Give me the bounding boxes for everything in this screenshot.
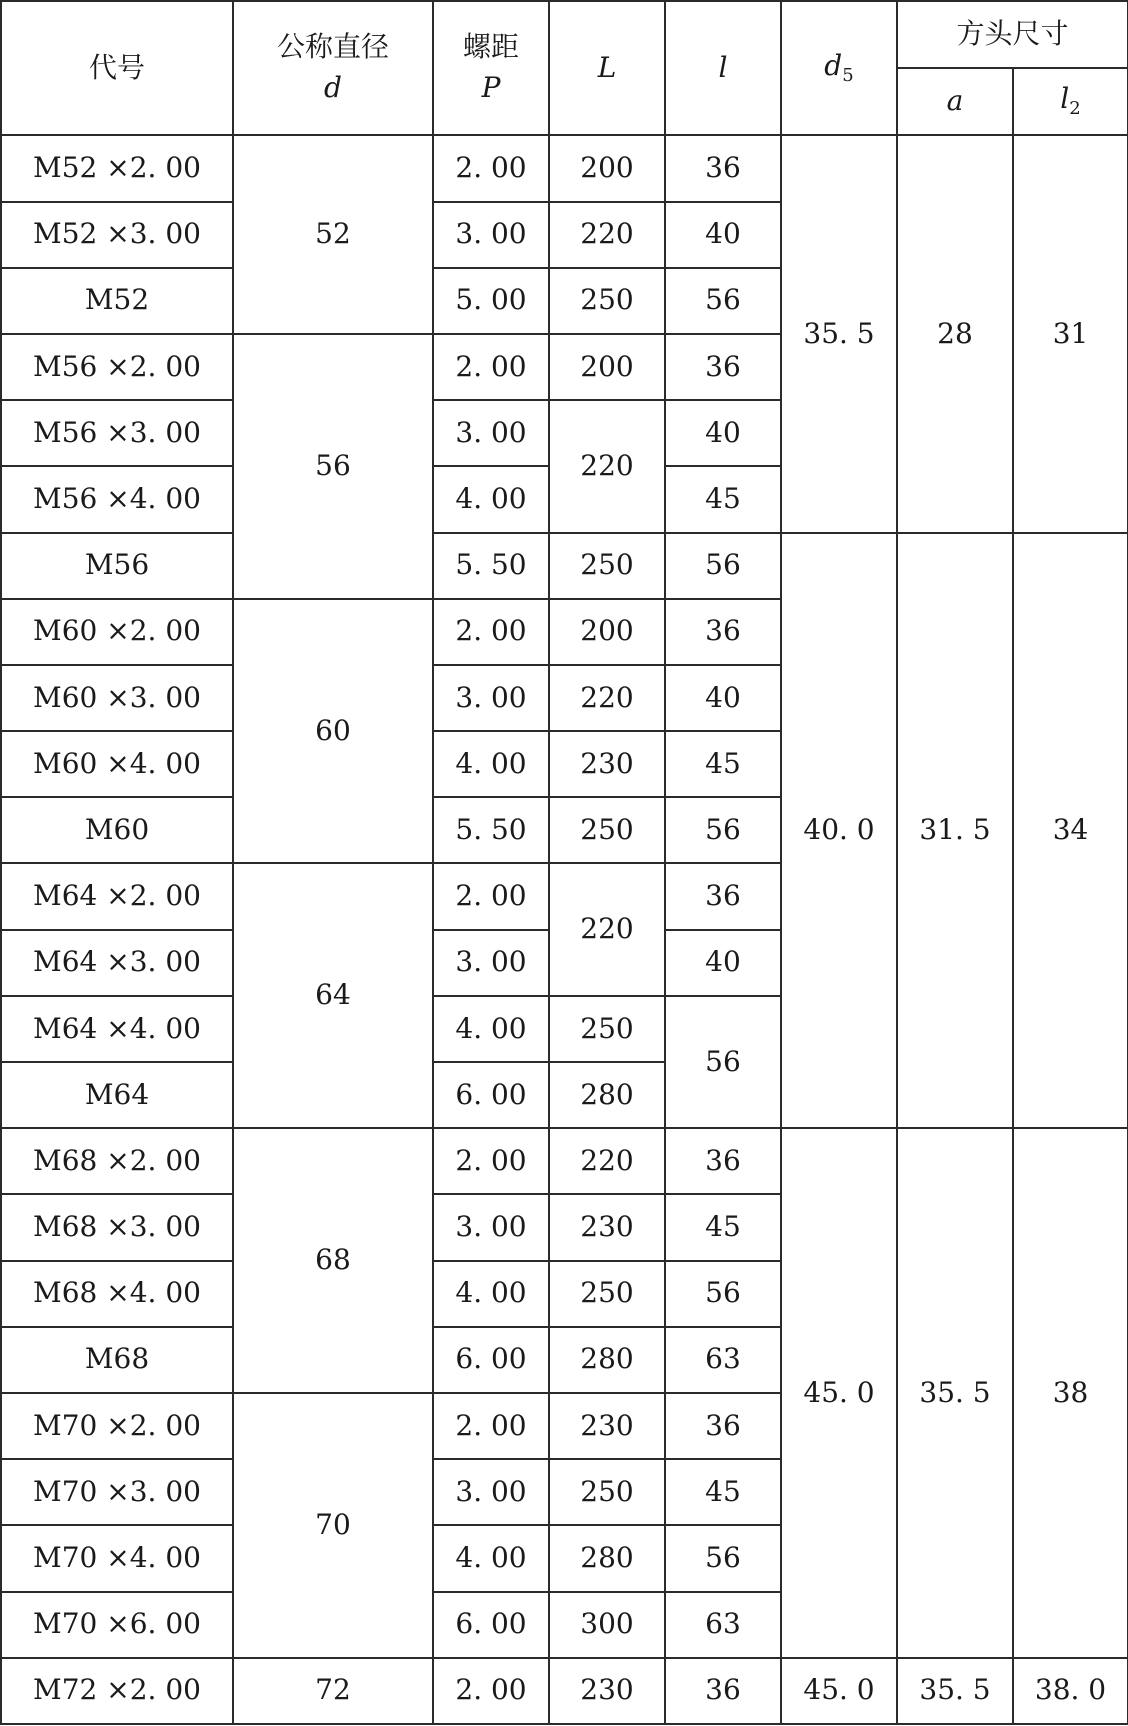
length-l-cell: 56 (665, 268, 781, 334)
code-cell: M64 ×2. 00 (1, 863, 233, 929)
length-L-cell: 250 (549, 268, 665, 334)
d5-cell: 35. 5 (781, 135, 897, 532)
code-cell: M56 (1, 533, 233, 599)
code-cell: M56 ×4. 00 (1, 466, 233, 532)
pitch-cell: 6. 00 (433, 1592, 549, 1658)
pitch-cell: 2. 00 (433, 334, 549, 400)
table-row (1, 1658, 1128, 1724)
length-l-cell: 40 (665, 400, 781, 466)
length-L-cell: 230 (549, 731, 665, 797)
pitch-cell: 2. 00 (433, 863, 549, 929)
code-cell: M70 ×4. 00 (1, 1525, 233, 1591)
square-a-cell: 31. 5 (897, 533, 1013, 1129)
code-cell: M68 ×3. 00 (1, 1194, 233, 1260)
length-L-cell: 220 (549, 863, 665, 995)
length-l-cell: 40 (665, 202, 781, 268)
nominal-diameter-cell: 70 (233, 1393, 433, 1658)
square-l2-cell: 34 (1013, 533, 1128, 1129)
pitch-cell: 3. 00 (433, 1194, 549, 1260)
length-L-cell: 230 (549, 1194, 665, 1260)
pitch-cell: 4. 00 (433, 1261, 549, 1327)
d5-cell: 45. 0 (781, 1128, 897, 1658)
header-nominal-diameter-symbol: d (324, 71, 342, 105)
length-L-cell: 250 (549, 797, 665, 863)
code-cell: M52 ×3. 00 (1, 202, 233, 268)
length-l-cell: 56 (665, 1261, 781, 1327)
square-a-cell: 28 (897, 135, 1013, 532)
pitch-cell: 5. 50 (433, 797, 549, 863)
nominal-diameter-cell: 64 (233, 863, 433, 1128)
length-l-cell: 45 (665, 1459, 781, 1525)
square-l2-cell: 38 (1013, 1128, 1128, 1658)
table-row (1, 533, 1128, 599)
pitch-cell: 4. 00 (433, 996, 549, 1062)
code-cell: M68 ×4. 00 (1, 1261, 233, 1327)
pitch-cell: 3. 00 (433, 930, 549, 996)
pitch-cell: 4. 00 (433, 466, 549, 532)
length-l-cell: 36 (665, 135, 781, 201)
code-cell: M60 ×4. 00 (1, 731, 233, 797)
length-L-cell: 220 (549, 400, 665, 532)
code-cell: M56 ×2. 00 (1, 334, 233, 400)
code-cell: M60 ×2. 00 (1, 599, 233, 665)
length-l-cell: 45 (665, 731, 781, 797)
length-l-cell: 36 (665, 863, 781, 929)
length-L-cell: 200 (549, 599, 665, 665)
d5-cell: 45. 0 (781, 1658, 897, 1724)
header-l2: $l_2$ (1013, 68, 1128, 135)
pitch-cell: 2. 00 (433, 135, 549, 201)
length-L-cell: 220 (549, 202, 665, 268)
header-l: l (665, 1, 781, 135)
code-cell: M64 (1, 1062, 233, 1128)
square-a-cell: 35. 5 (897, 1128, 1013, 1658)
length-L-cell: 230 (549, 1658, 665, 1724)
length-l-cell: 45 (665, 1194, 781, 1260)
length-L-cell: 250 (549, 1459, 665, 1525)
length-l-cell: 36 (665, 1128, 781, 1194)
code-cell: M64 ×3. 00 (1, 930, 233, 996)
header-a: a (897, 68, 1013, 135)
header-L: L (549, 1, 665, 135)
code-cell: M60 (1, 797, 233, 863)
length-L-cell: 280 (549, 1525, 665, 1591)
table-row (1, 135, 1128, 201)
pitch-cell: 4. 00 (433, 731, 549, 797)
pitch-cell: 5. 00 (433, 268, 549, 334)
length-l-cell: 56 (665, 797, 781, 863)
length-L-cell: 250 (549, 1261, 665, 1327)
nominal-diameter-cell: 60 (233, 599, 433, 864)
length-l-cell: 36 (665, 334, 781, 400)
square-l2-cell: 31 (1013, 135, 1128, 532)
length-L-cell: 300 (549, 1592, 665, 1658)
length-l-cell: 63 (665, 1327, 781, 1393)
length-L-cell: 280 (549, 1327, 665, 1393)
length-l-cell: 36 (665, 1393, 781, 1459)
length-l-cell: 56 (665, 533, 781, 599)
d5-cell: 40. 0 (781, 533, 897, 1129)
length-l-cell: 45 (665, 466, 781, 532)
pitch-cell: 2. 00 (433, 1658, 549, 1724)
code-cell: M60 ×3. 00 (1, 665, 233, 731)
table-row (1, 1128, 1128, 1194)
header-d5: $d_5$ (781, 1, 897, 135)
length-L-cell: 280 (549, 1062, 665, 1128)
code-cell: M72 ×2. 00 (1, 1658, 233, 1724)
length-L-cell: 200 (549, 334, 665, 400)
header-pitch-symbol: P (481, 71, 501, 105)
nominal-diameter-cell: 52 (233, 135, 433, 334)
code-cell: M70 ×6. 00 (1, 1592, 233, 1658)
length-l-cell: 36 (665, 599, 781, 665)
code-cell: M52 ×2. 00 (1, 135, 233, 201)
nominal-diameter-cell: 72 (233, 1658, 433, 1724)
code-cell: M64 ×4. 00 (1, 996, 233, 1062)
code-cell: M70 ×2. 00 (1, 1393, 233, 1459)
length-L-cell: 250 (549, 996, 665, 1062)
square-l2-cell: 38. 0 (1013, 1658, 1128, 1724)
header-code: 代号 (1, 1, 233, 135)
code-cell: M68 ×2. 00 (1, 1128, 233, 1194)
pitch-cell: 3. 00 (433, 1459, 549, 1525)
code-cell: M68 (1, 1327, 233, 1393)
header-pitch: 螺距 P (433, 1, 549, 135)
header-square-head: 方头尺寸 (897, 1, 1128, 68)
pitch-cell: 6. 00 (433, 1327, 549, 1393)
pitch-cell: 2. 00 (433, 1393, 549, 1459)
square-a-cell: 35. 5 (897, 1658, 1013, 1724)
length-l-cell: 56 (665, 1525, 781, 1591)
header-row-1 (1, 1, 1128, 68)
pitch-cell: 2. 00 (433, 599, 549, 665)
code-cell: M70 ×3. 00 (1, 1459, 233, 1525)
header-nominal-diameter: 公称直径 d (233, 1, 433, 135)
pitch-cell: 5. 50 (433, 533, 549, 599)
pitch-cell: 4. 00 (433, 1525, 549, 1591)
code-cell: M52 (1, 268, 233, 334)
pitch-cell: 3. 00 (433, 400, 549, 466)
length-L-cell: 250 (549, 533, 665, 599)
nominal-diameter-cell: 56 (233, 334, 433, 599)
nominal-diameter-cell: 68 (233, 1128, 433, 1393)
pitch-cell: 3. 00 (433, 665, 549, 731)
pitch-cell: 2. 00 (433, 1128, 549, 1194)
length-L-cell: 220 (549, 1128, 665, 1194)
length-l-cell: 56 (665, 996, 781, 1128)
code-cell: M56 ×3. 00 (1, 400, 233, 466)
length-l-cell: 40 (665, 930, 781, 996)
length-l-cell: 36 (665, 1658, 781, 1724)
pitch-cell: 6. 00 (433, 1062, 549, 1128)
length-l-cell: 40 (665, 665, 781, 731)
length-L-cell: 230 (549, 1393, 665, 1459)
length-l-cell: 63 (665, 1592, 781, 1658)
pitch-cell: 3. 00 (433, 202, 549, 268)
length-L-cell: 200 (549, 135, 665, 201)
length-L-cell: 220 (549, 665, 665, 731)
